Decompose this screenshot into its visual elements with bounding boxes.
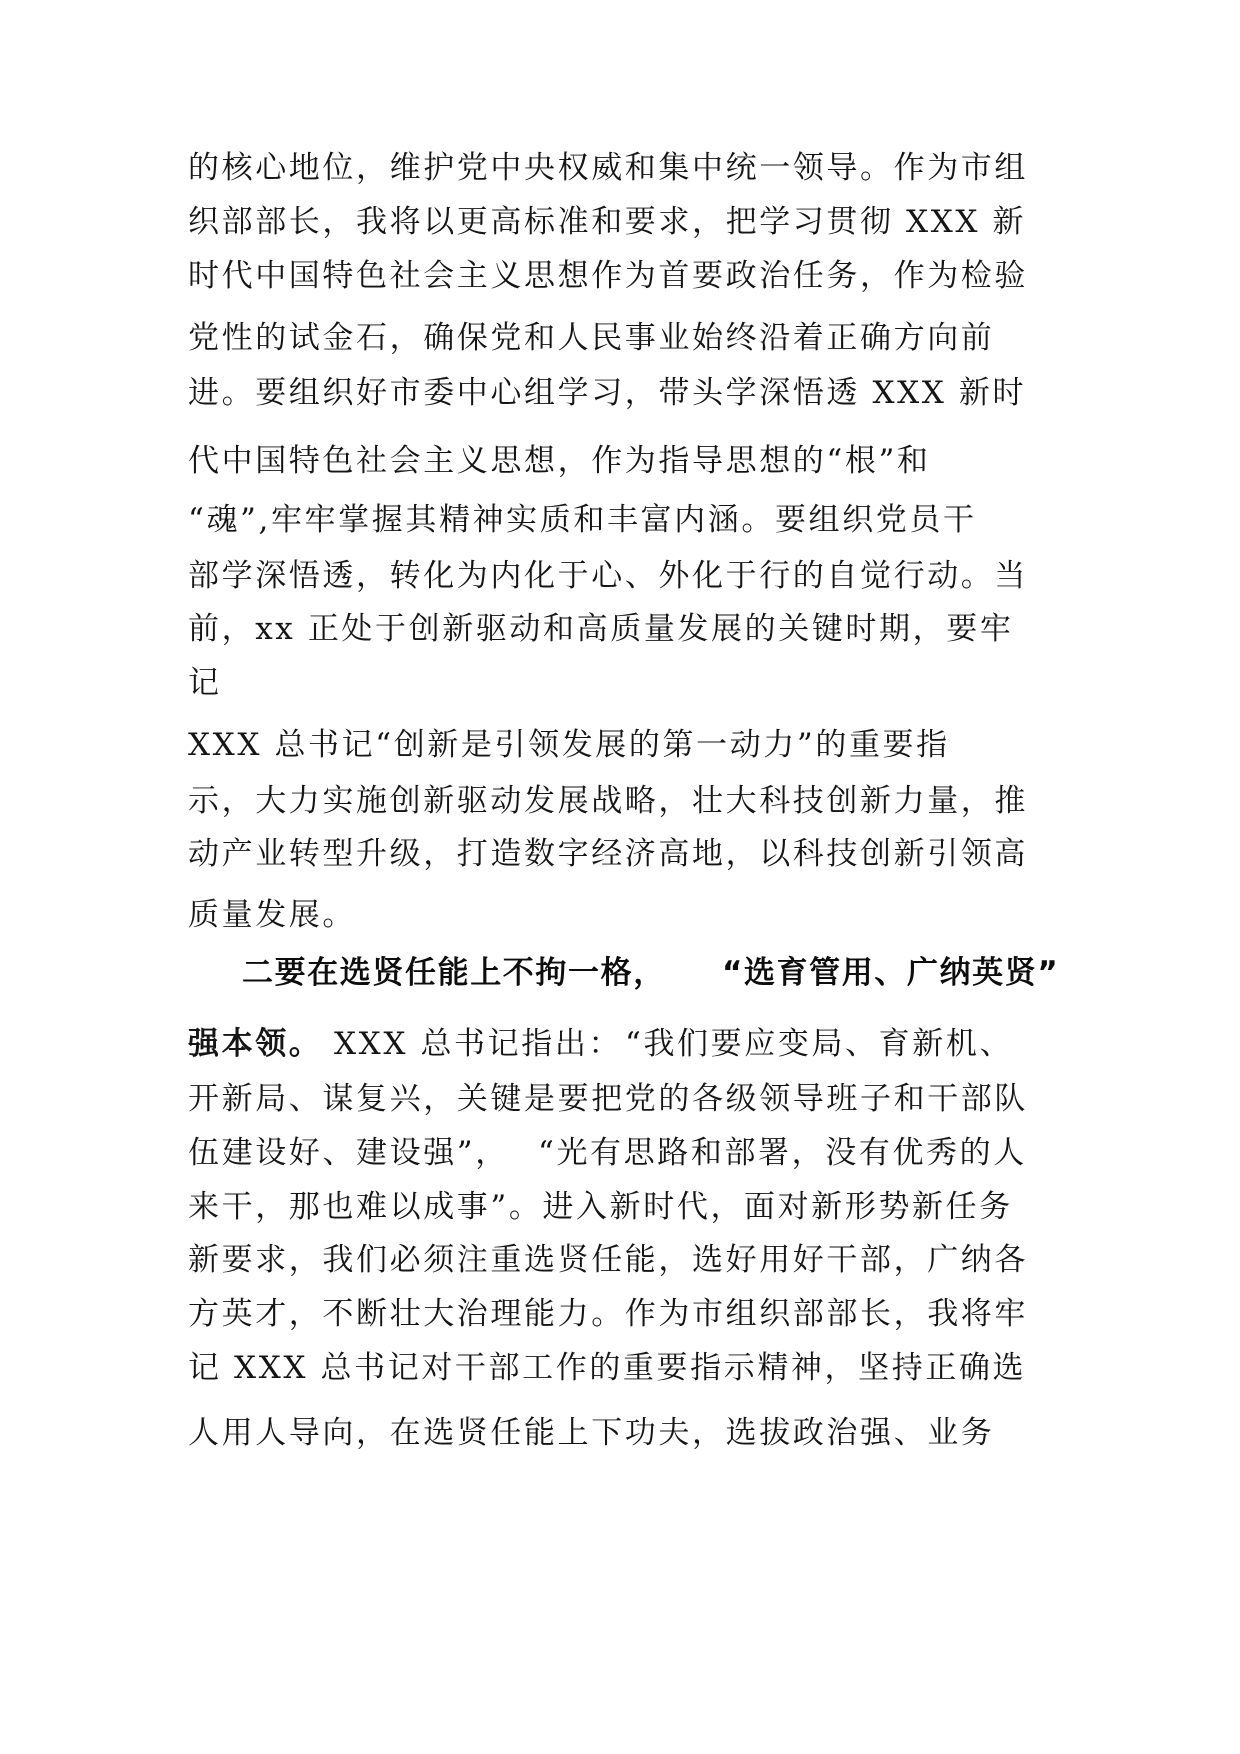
quote-start: “我们要应变局、育新机、 [625, 1026, 1014, 1062]
text-line-4: 党性的试金石，确保党和人民事业始终沿着正确方向前 [188, 320, 995, 356]
text-line-16b: “光有思路和部署，没有优秀的人 [538, 1135, 1027, 1171]
text-line-21: 人用人导向，在选贤任能上下功夫，选拔政治强、业务 [188, 1415, 995, 1451]
text-line-20: 记 XXX 总书记对干部工作的重要指示精神，坚持正确选 [188, 1350, 1027, 1386]
text-line-6: 代中国特色社会主义思想，作为指导思想的“根”和 [188, 443, 931, 479]
text-line-9: 前，xx 正处于创新驱动和高质量发展的关键时期，要牢 [188, 611, 1014, 647]
text-line-16a: 伍建设好、建设强”， [188, 1135, 509, 1171]
text-line-15: 开新局、谋复兴，关键是要把党的各级领导班子和干部队 [188, 1081, 1028, 1117]
text-line-10: 记 [188, 665, 222, 701]
quote-intro: XXX 总书记指出： [334, 1026, 623, 1062]
text-line-8: 部学深悟透，转化为内化于心、外化于行的自觉行动。当 [188, 558, 1028, 594]
text-line-2: 织部部长，我将以更高标准和要求，把学习贯彻 XXX 新 [188, 204, 1027, 240]
text-line-19: 方英才，不断壮大治理能力。作为市组织部部长，我将牢 [188, 1296, 1028, 1332]
text-line-5: 进。要组织好市委中心组学习，带头学深悟透 XXX 新时 [188, 375, 1027, 411]
text-line-3: 时代中国特色社会主义思想作为首要政治任务，作为检验 [188, 258, 1028, 294]
section-heading-part1: 二要在选贤任能上不拘一格， [242, 955, 666, 991]
text-line-12: 示，大力实施创新驱动发展战略，壮大科技创新力量，推 [188, 783, 1028, 819]
text-line-1: 的核心地位，维护党中央权威和集中统一领导。作为市组 [188, 150, 1028, 186]
section-heading-part2: “选育管用、广纳英贤” [722, 955, 1060, 991]
text-line-13: 动产业转型升级，打造数字经济高地，以科技创新引领高 [188, 836, 1028, 872]
text-line-18: 新要求，我们必须注重选贤任能，选好用好干部，广纳各 [188, 1242, 1028, 1278]
heading-continuation-bold: 强本领。 [188, 1026, 323, 1062]
text-line-17: 来干，那也难以成事”。进入新时代，面对新形势新任务 [188, 1189, 1013, 1225]
text-line-11: XXX 总书记“创新是引领发展的第一动力”的重要指 [188, 727, 950, 763]
text-line-7: “魂”,牢牢掌握其精神实质和丰富内涵。要组织党员干 [188, 502, 977, 538]
text-line-14: 质量发展。 [188, 897, 356, 933]
